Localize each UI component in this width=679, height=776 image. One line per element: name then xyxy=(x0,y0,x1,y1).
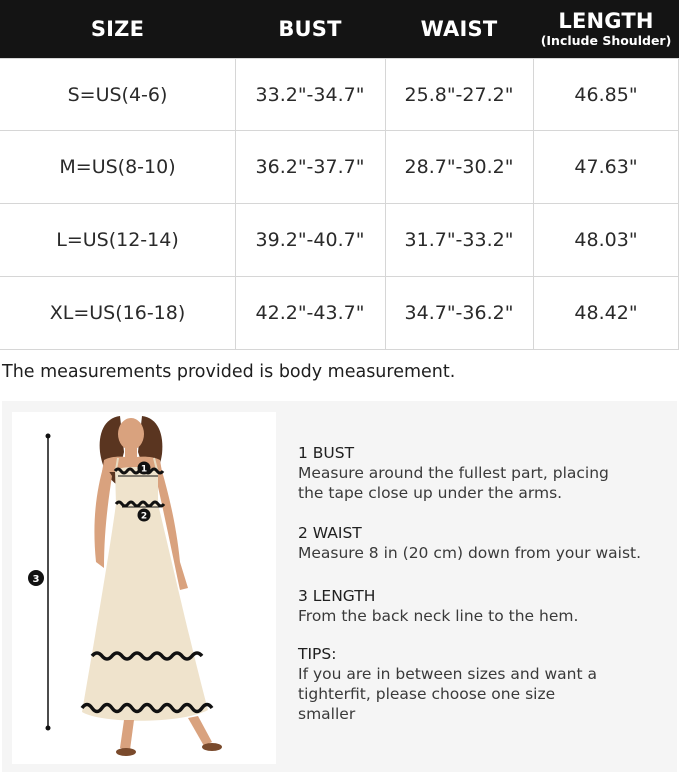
length-line-end-bottom xyxy=(46,726,51,731)
cell-size: XL=US(16-18) xyxy=(49,302,186,324)
cell-bust: 39.2"-40.7" xyxy=(255,229,365,251)
cell-waist: 31.7"-33.2" xyxy=(404,229,514,251)
column-divider xyxy=(533,58,534,350)
header-size xyxy=(0,0,235,58)
cell-length: 47.63" xyxy=(574,156,638,178)
dress-illustration xyxy=(12,412,276,764)
waist-instruction xyxy=(298,523,641,563)
model-face xyxy=(118,418,144,450)
tips-title: TIPS: xyxy=(298,645,337,663)
cell-waist: 28.7"-30.2" xyxy=(404,156,514,178)
table-row xyxy=(0,131,679,204)
right-sandal-icon xyxy=(202,743,222,751)
svg-text:3: 3 xyxy=(32,574,40,585)
svg-text:2: 2 xyxy=(140,511,148,522)
left-sandal-icon xyxy=(116,748,136,756)
cell-bust: 36.2"-37.7" xyxy=(255,156,365,178)
column-divider xyxy=(235,58,236,350)
column-divider xyxy=(385,58,386,350)
bust-marker xyxy=(138,462,151,475)
svg-text:1: 1 xyxy=(140,464,148,475)
header-bust xyxy=(235,0,385,58)
header-waist xyxy=(385,0,533,58)
bust-instruction-title: 1 BUST xyxy=(298,444,355,462)
model-right-leg xyxy=(188,716,212,746)
tips-line: smaller xyxy=(298,705,356,723)
header-waist-label: WAIST xyxy=(420,17,498,41)
table-row xyxy=(0,277,679,350)
header-length-sublabel: (Include Shoulder) xyxy=(540,33,672,48)
length-line-end-top xyxy=(46,434,51,439)
cell-size: L=US(12-14) xyxy=(56,229,179,251)
tips-line: If you are in between sizes and want a xyxy=(298,665,598,683)
cell-waist: 25.8"-27.2" xyxy=(404,84,514,106)
bust-instruction-line: the tape close up under the arms. xyxy=(298,484,563,502)
length-marker xyxy=(28,570,44,586)
cell-size: S=US(4-6) xyxy=(67,84,168,106)
header-length xyxy=(533,0,679,58)
cell-size: M=US(8-10) xyxy=(59,156,176,178)
length-instruction xyxy=(298,586,578,626)
table-header xyxy=(0,0,679,58)
tips-line: tighterfit, please choose one size xyxy=(298,685,556,703)
bust-instruction xyxy=(298,443,609,503)
model-left-leg xyxy=(120,720,134,750)
header-bust-label: BUST xyxy=(278,17,342,41)
table-body xyxy=(0,58,679,350)
table-row xyxy=(0,58,679,131)
measurement-note: The measurements provided is body measurement. xyxy=(2,362,456,382)
measurement-guide-panel xyxy=(2,401,677,772)
cell-bust: 33.2"-34.7" xyxy=(255,84,365,106)
header-size-label: SIZE xyxy=(90,17,145,41)
length-instruction-line: From the back neck line to the hem. xyxy=(298,607,579,625)
cell-length: 46.85" xyxy=(574,84,638,106)
tips-section xyxy=(298,644,597,724)
length-instruction-title: 3 LENGTH xyxy=(298,587,376,605)
cell-bust: 42.2"-43.7" xyxy=(255,302,365,324)
bust-instruction-line: Measure around the fullest part, placing xyxy=(298,464,609,482)
cell-length: 48.03" xyxy=(574,229,638,251)
waist-instruction-line: Measure 8 in (20 cm) down from your waist. xyxy=(298,544,642,562)
header-length-label: LENGTH xyxy=(558,9,654,33)
table-row xyxy=(0,204,679,277)
dress-model-image xyxy=(12,412,276,764)
cell-length: 48.42" xyxy=(574,302,638,324)
waist-marker xyxy=(138,509,151,522)
cell-waist: 34.7"-36.2" xyxy=(404,302,514,324)
waist-instruction-title: 2 WAIST xyxy=(298,524,362,542)
